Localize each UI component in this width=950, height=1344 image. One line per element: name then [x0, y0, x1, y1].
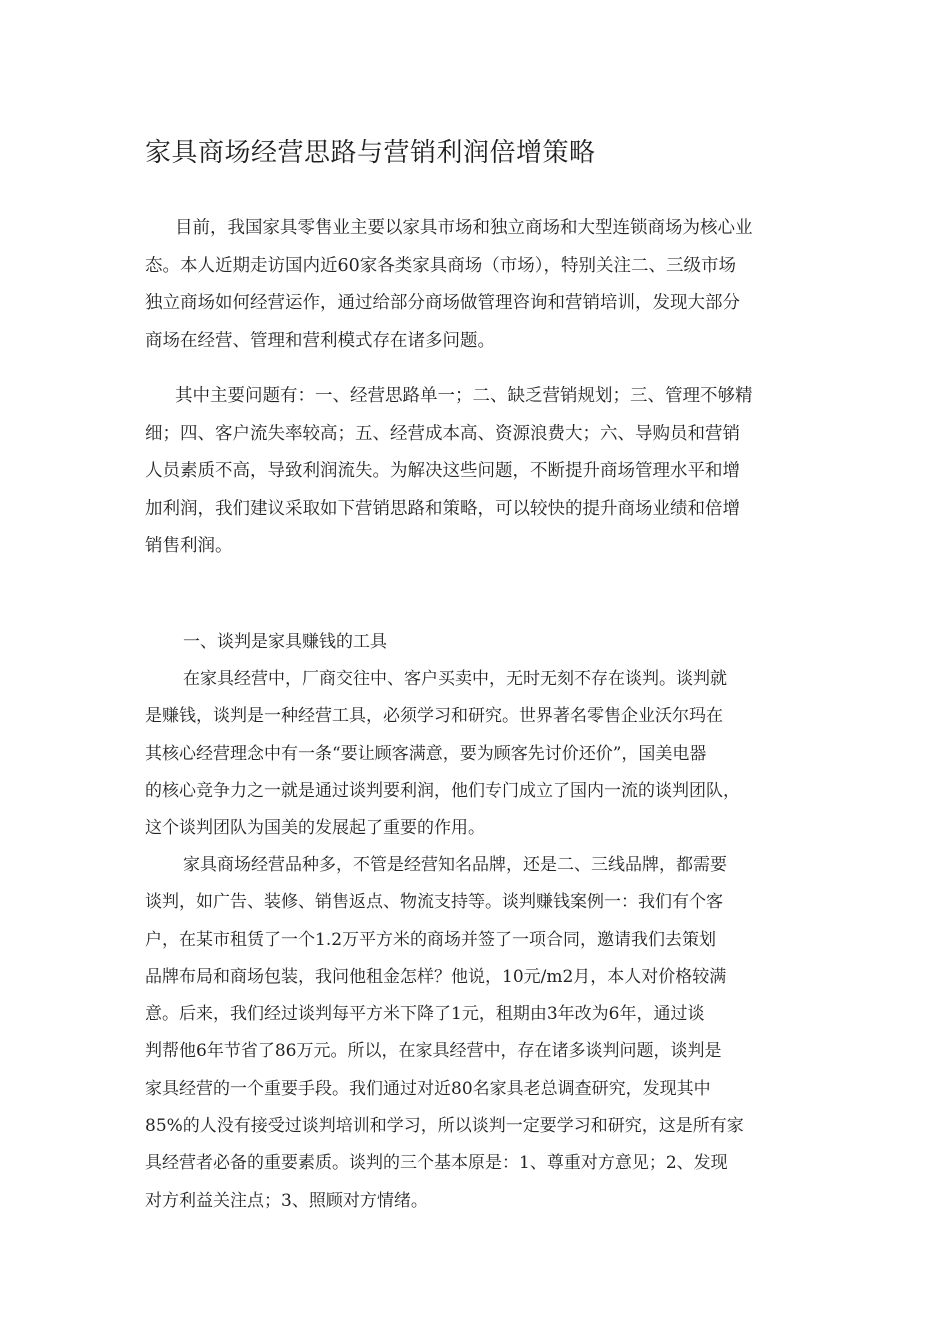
document-title: 家具商场经营思路与营销利润倍增策略: [145, 138, 596, 168]
text-line: 其中主要问题有：一、经营思路单一；二、缺乏营销规划；三、管理不够精: [175, 386, 753, 406]
intro-paragraph-2: [145, 378, 809, 566]
section-1-paragraph-2: [145, 847, 809, 1220]
text-line: 谈判，如广告、装修、销售返点、物流支持等。谈判赚钱案例一：我们有个客: [145, 892, 723, 913]
text-line: 态。本人近期走访国内近60家各类家具商场（市场），特别关注二、三级市场: [145, 255, 737, 276]
text-line: 商场在经营、管理和营利模式存在诸多问题。: [145, 330, 495, 351]
text-line: 销售利润。: [145, 536, 233, 556]
text-line: 目前，我国家具零售业主要以家具市场和独立商场和大型连锁商场为核心业: [175, 218, 753, 238]
text-line: 家具商场经营品种多，不管是经营知名品牌，还是二、三线品牌，都需要: [183, 855, 727, 875]
text-line: 品牌布局和商场包装，我问他租金怎样？他说，10元/m2月，本人对价格较满: [145, 966, 727, 987]
text-line: 人员素质不高，导致利润流失。为解决这些问题，不断提升商场管理水平和增: [145, 461, 740, 481]
text-line: 是赚钱，谈判是一种经营工具，必须学习和研究。世界著名零售企业沃尔玛在: [145, 706, 723, 727]
section-1-paragraph-1: [145, 661, 809, 847]
intro-paragraph-1: [145, 210, 809, 360]
text-line: 加利润，我们建议采取如下营销思路和策略，可以较快的提升商场业绩和倍增: [145, 498, 740, 519]
text-line: 细；四、客户流失率较高；五、经营成本高、资源浪费大；六、导购员和营销: [145, 423, 740, 444]
text-line: 其核心经营理念中有一条“要让顾客满意，要为顾客先讨价还价”，国美电器: [145, 743, 707, 764]
text-line: 的核心竞争力之一就是通过谈判要利润，他们专门成立了国内一流的谈判团队，: [145, 780, 740, 801]
text-line: 家具经营的一个重要手段。我们通过对近80名家具老总调查研究，发现其中: [145, 1078, 711, 1099]
text-line: 这个谈判团队为国美的发展起了重要的作用。: [145, 818, 485, 839]
text-line: 判帮他6年节省了86万元。所以，在家具经营中，存在诸多谈判问题，谈判是: [145, 1041, 722, 1062]
text-line: 在家具经营中，厂商交往中、客户买卖中，无时无刻不存在谈判。谈判就: [183, 669, 727, 689]
text-line: 意。后来，我们经过谈判每平方米下降了1元，租期由3年改为6年，通过谈: [145, 1004, 705, 1025]
section-heading: 一、谈判是家具赚钱的工具: [183, 632, 387, 652]
text-line: 具经营者必备的重要素质。谈判的三个基本原是：1、尊重对方意见；2、发现: [145, 1153, 728, 1174]
text-line: 85%的人没有接受过谈判培训和学习，所以谈判一定要学习和研究，这是所有家: [145, 1116, 744, 1137]
text-line: 户，在某市租赁了一个1.2万平方米的商场并签了一项合同，邀请我们去策划: [145, 929, 717, 950]
text-line: 对方利益关注点；3、照顾对方情绪。: [145, 1190, 428, 1211]
text-line: 独立商场如何经营运作，通过给部分商场做管理咨询和营销培训，发现大部分: [145, 293, 740, 313]
